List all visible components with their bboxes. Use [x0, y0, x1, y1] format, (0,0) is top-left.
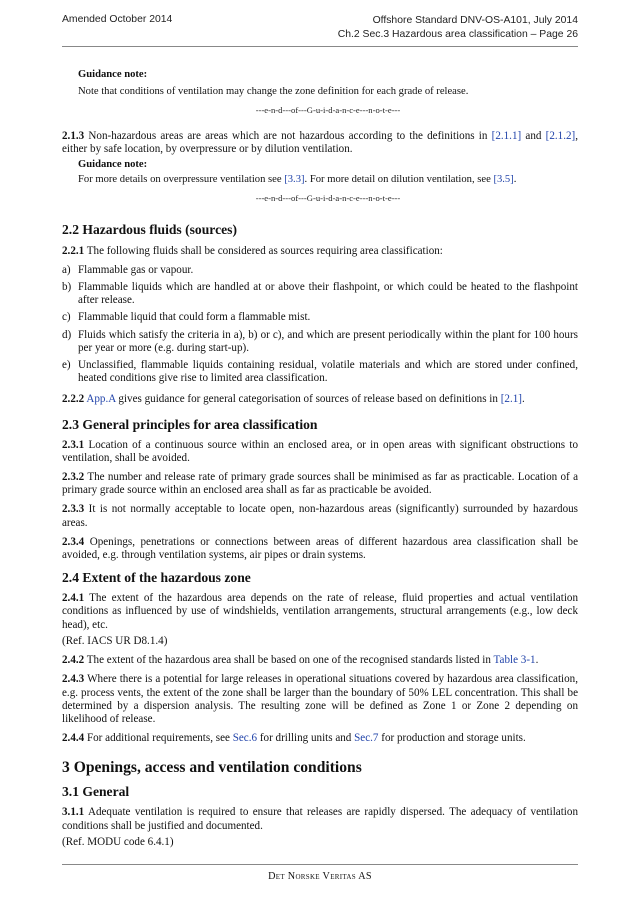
header-standard-title: Offshore Standard DNV-OS-A101, July 2014	[372, 15, 578, 26]
guidance-note-title: Guidance note:	[78, 159, 148, 171]
para-2-1-3: 2.1.3 Non-hazardous areas are areas which are not hazardous according to the definitions in [2.1.1] and [2.1.2], either by safe location, by overpressure or by dilution ventilation.	[62, 129, 578, 155]
para-2-2-1: 2.2.1 The following fluids shall be considered as sources requiring area classification:	[62, 244, 443, 257]
para-2-4-1: 2.4.1 The extent of the hazardous area depends on the rate of release, fluid properties and actual ventilation conditions as influenced by use of windshields, ventilation arrangements, structural arrangements (e.g., low deck head), etc.	[62, 592, 578, 631]
guidance-note-end: ---e-n-d---of---G-u-i-d-a-n-c-e---n-o-t-e---	[255, 193, 401, 204]
reference-iacs: (Ref. IACS UR D8.1.4)	[62, 634, 168, 647]
link-3-5[interactable]: [3.5]	[493, 174, 514, 186]
header-standard-info	[338, 14, 578, 42]
reference-modu: (Ref. MODU code 6.4.1)	[62, 835, 174, 848]
para-2-3-3: 2.3.3 It is not normally acceptable to locate open, non-hazardous areas (significantly) surrounded by hazardous areas.	[62, 503, 578, 529]
list-item: c) Flammable liquid that could form a flammable mist.	[62, 311, 311, 324]
guidance-note-2	[78, 158, 578, 206]
list-item: d) Fluids which satisfy the criteria in a), b) or c), and which are present periodically within the plant for 100 hours per year or more (e.g. during start-up).	[62, 328, 578, 354]
header-chapter-page: Ch.2 Sec.3 Hazardous area classification – Page 26	[337, 29, 578, 40]
link-3-3[interactable]: [3.3]	[284, 174, 305, 186]
section-2-4-heading: 2.4 Extent of the hazardous zone	[62, 570, 251, 586]
link-2-1-1[interactable]: [2.1.1]	[491, 129, 522, 142]
para-2-4-4: 2.4.4 For additional requirements, see Sec.6 for drilling units and Sec.7 for production and storage units.	[62, 732, 526, 745]
guidance-note-1	[78, 68, 578, 118]
link-sec-7[interactable]: Sec.7	[354, 732, 379, 745]
link-2-1-2[interactable]: [2.1.2]	[545, 129, 576, 142]
header-divider	[62, 46, 578, 47]
link-app-a[interactable]: App.A	[86, 393, 116, 406]
para-2-4-3: 2.4.3 Where there is a potential for large releases in operational situations covered by hazardous area classification, e.g. process vents, the extent of the zone shall be larger than the boundary of 50% LEL concentration. This shall be determined by a dispersion analysis. The resulting zone will be defined as Zone 1 or Zone 2 depending on likelihood of release.	[62, 673, 578, 725]
guidance-note-text: For more details on overpressure ventilation see [3.3]. For more detail on dilution ventilation, see [3.5].	[78, 174, 517, 186]
para-2-3-1: 2.3.1 Location of a continuous source within an enclosed area, or in open areas with significant obstructions to ventilation, shall be avoided.	[62, 438, 578, 464]
link-sec-6[interactable]: Sec.6	[232, 732, 258, 745]
section-3-1-heading: 3.1 General	[62, 784, 130, 800]
sources-list	[62, 264, 578, 386]
page-footer: Det Norske Veritas AS	[268, 871, 372, 882]
header-amended-date: Amended October 2014	[62, 14, 173, 25]
para-2-3-4: 2.3.4 Openings, penetrations or connections between areas of different hazardous area classification shall be avoided, e.g. through ventilation systems, air pipes or drain systems.	[62, 535, 578, 562]
section-3-heading: 3 Openings, access and ventilation conditions	[62, 759, 362, 777]
section-2-2-heading: 2.2 Hazardous fluids (sources)	[62, 221, 237, 237]
footer-divider	[62, 864, 578, 865]
link-table-3-1[interactable]: Table 3-1	[493, 654, 536, 667]
guidance-note-text: Note that conditions of ventilation may change the zone definition for each grade of release.	[78, 86, 469, 98]
link-2-1[interactable]: [2.1]	[500, 393, 522, 406]
list-item: a) Flammable gas or vapour.	[62, 263, 194, 276]
page-body	[62, 60, 578, 849]
para-2-4-2: 2.4.2 The extent of the hazardous area shall be based on one of the recognised standards listed in Table 3-1.	[62, 654, 539, 667]
para-3-1-1: 3.1.1 Adequate ventilation is required to ensure that releases are rapidly dispersed. The adequacy of ventilation conditions shall be justified and documented.	[62, 806, 578, 832]
para-2-2-2: 2.2.2 App.A gives guidance for general categorisation of sources of release based on definitions in [2.1].	[62, 393, 525, 406]
para-number: 2.1.3	[62, 129, 85, 142]
list-item: b) Flammable liquids which are handled at or above their flashpoint, or which could be heated to the flashpoint after release.	[62, 281, 578, 307]
list-item: e) Unclassified, flammable liquids containing residual, volatile materials and which are stored under confined, heated conditions give rise to limited area classification.	[62, 359, 578, 385]
para-2-3-2: 2.3.2 The number and release rate of primary grade sources shall be minimised as far as practicable. Location of a primary grade source within an enclosed area shall as far as practicable be avoided.	[62, 471, 578, 497]
section-2-3-heading: 2.3 General principles for area classification	[62, 416, 318, 432]
guidance-note-end: ---e-n-d---of---G-u-i-d-a-n-c-e---n-o-t-e---	[255, 105, 401, 116]
guidance-note-title: Guidance note:	[78, 69, 148, 80]
